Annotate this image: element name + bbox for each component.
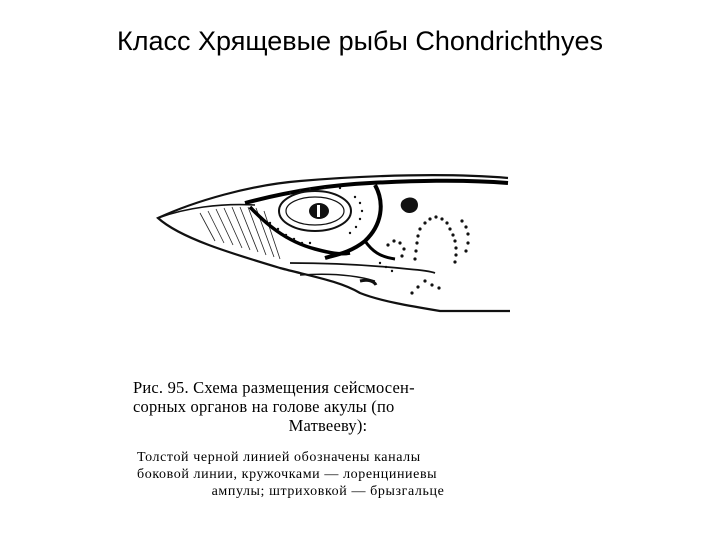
legend-line: ампулы; штриховкой — брызгальце (211, 484, 445, 499)
eye-pupil-slit (317, 205, 320, 217)
caption-legend (137, 449, 519, 500)
caption-line: Рис. 95. Схема размещения сейсмосен- (133, 378, 415, 397)
shark-head-diagram (150, 163, 520, 313)
caption-line: сорных органов на голове акулы (по (133, 397, 395, 416)
jaw-mark (360, 280, 376, 285)
legend-line: боковой линии, кружочками — лоренциниевы (137, 467, 438, 482)
spiracle (401, 198, 418, 213)
head-outline (158, 175, 510, 311)
jaw-line (290, 263, 435, 273)
lateral-line-canal-mandibular (365, 241, 395, 259)
slide-title: Класс Хрящевые рыбы Chondrichthyes (117, 26, 603, 56)
caption-title (133, 378, 523, 435)
shark-head-illustration (150, 163, 520, 313)
legend-line: Толстой черной линией обозначены каналы (137, 450, 421, 465)
figure-caption (133, 378, 523, 500)
snout-hatching (200, 207, 280, 259)
lorenzini-ampullae (269, 187, 470, 295)
caption-line: Матвееву): (288, 416, 368, 435)
